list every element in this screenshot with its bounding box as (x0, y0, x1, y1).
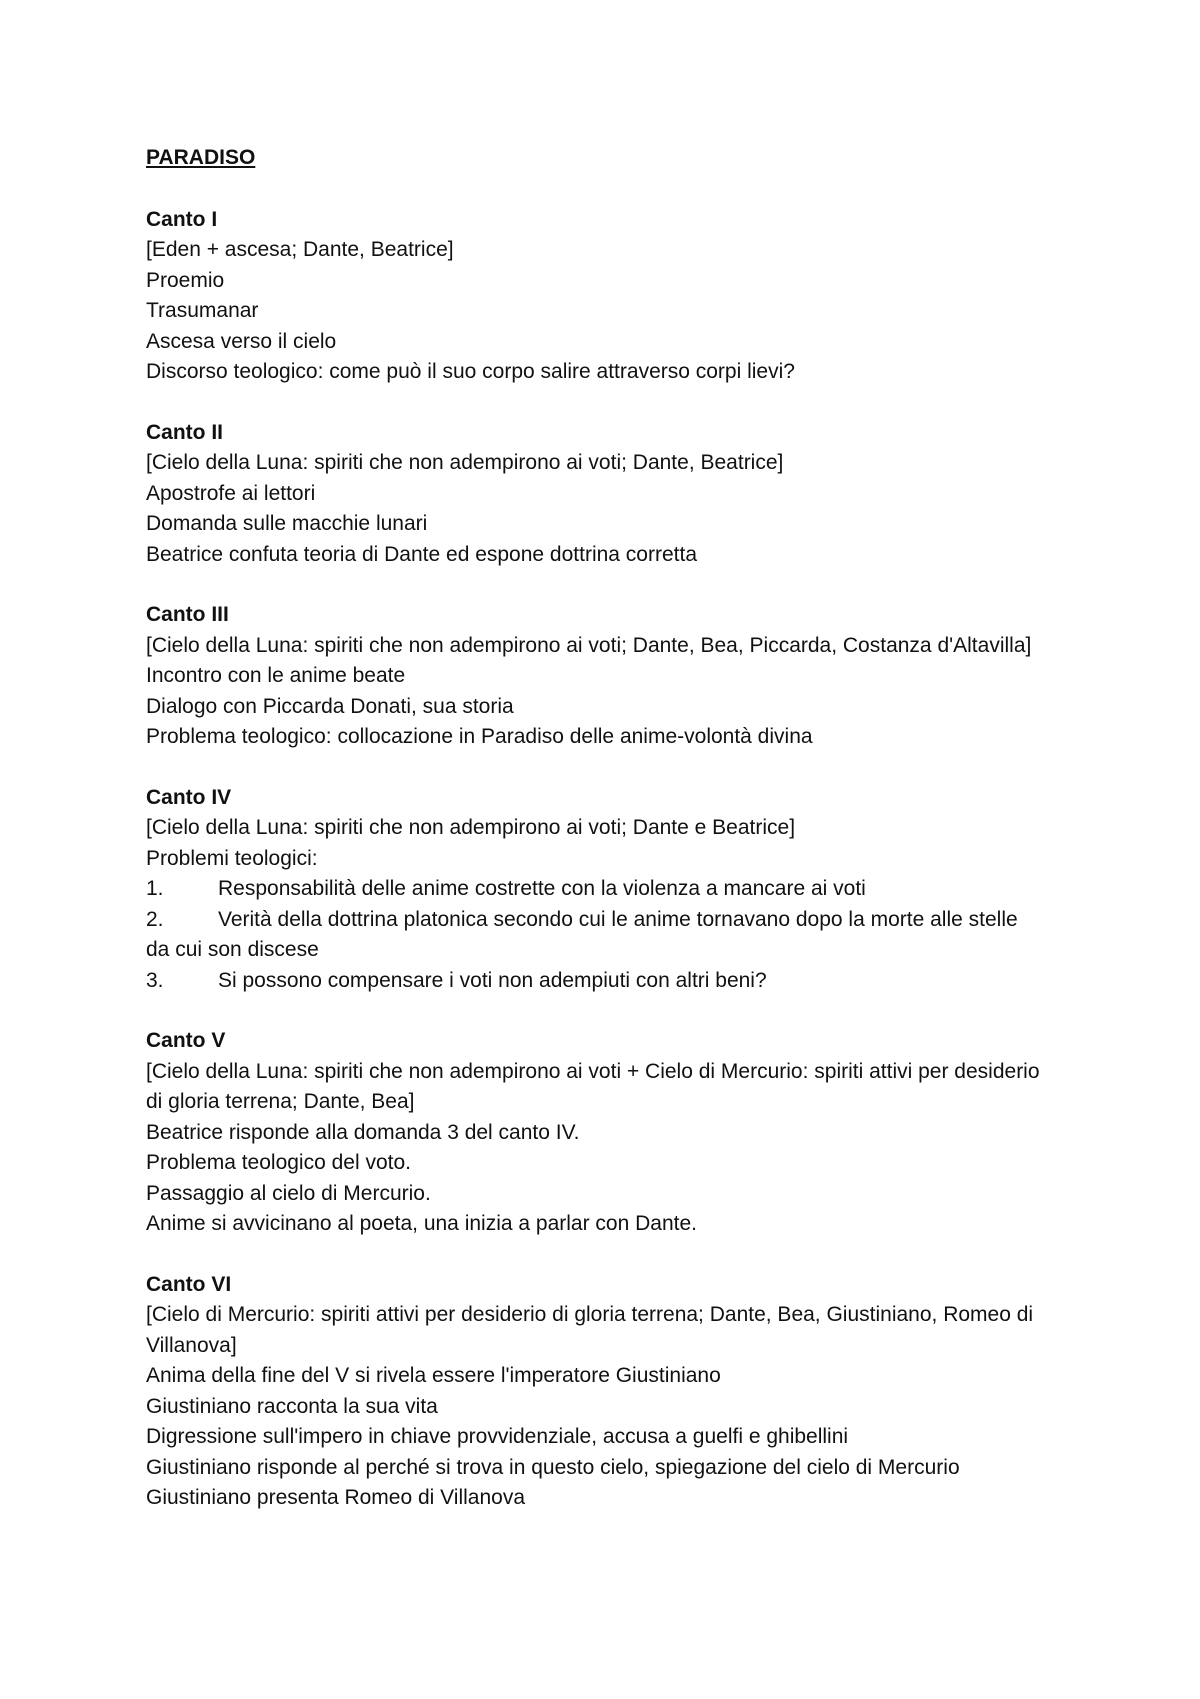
canto-line: Passaggio al cielo di Mercurio. (146, 1181, 431, 1205)
canto-line: Digressione sull'impero in chiave provvidenziale, accusa a guelfi e ghibellini (146, 1425, 849, 1448)
canto-heading: Canto I (146, 207, 218, 231)
canto-heading: Canto III (146, 603, 229, 626)
canto-line: [Cielo della Luna: spiriti che non adempirono ai voti; Dante, Bea, Piccarda, Costanza d'Altavilla] (146, 633, 1032, 657)
canto-line: [Cielo della Luna: spiriti che non adempirono ai voti; Dante e Beatrice] (146, 816, 796, 839)
item-text: Responsabilità delle anime costrette con la violenza a mancare ai voti (218, 877, 866, 900)
canto-line: Discorso teologico: come può il suo corpo salire attraverso corpi lievi? (146, 360, 795, 383)
canto-line: Anime si avvicinano al poeta, una inizia a parlar con Dante. (146, 1212, 697, 1235)
document-title: PARADISO (146, 146, 256, 169)
item-text: Verità della dottrina platonica secondo cui le anime tornavano dopo la morte alle stelle da cui son discese (146, 907, 1018, 961)
canto-line: Beatrice risponde alla domanda 3 del canto IV. (146, 1120, 580, 1144)
canto-line: Problema teologico: collocazione in Paradiso delle anime-volontà divina (146, 725, 813, 748)
document-page (146, 143, 1046, 1544)
item-number: 2. (146, 907, 164, 931)
canto-heading: Canto V (146, 1029, 226, 1052)
canto-heading: Canto II (146, 420, 223, 444)
numbered-item (146, 905, 1046, 966)
canto-heading: Canto IV (146, 785, 232, 809)
numbered-item (146, 966, 1046, 997)
canto-line: Problema teologico del voto. (146, 1151, 411, 1174)
canto-line: Ascesa verso il cielo (146, 329, 337, 353)
canto-line: Giustiniano racconta la sua vita (146, 1394, 438, 1418)
canto-line: [Cielo di Mercurio: spiriti attivi per desiderio di gloria terrena; Dante, Bea, Giustiniano, Romeo di Villanova] (146, 1303, 1034, 1357)
canto-line: Trasumanar (146, 299, 259, 322)
canto-line: Giustiniano presenta Romeo di Villanova (146, 1486, 526, 1509)
canto-section (146, 783, 1046, 997)
canto-line: Apostrofe ai lettori (146, 481, 316, 505)
canto-line: Anima della fine del V si rivela essere l'imperatore Giustiniano (146, 1364, 721, 1387)
canto-section (146, 205, 1046, 388)
canto-heading: Canto VI (146, 1272, 232, 1296)
item-text: Si possono compensare i voti non adempiuti con altri beni? (218, 968, 767, 992)
item-number: 3. (146, 968, 164, 992)
canto-line: [Eden + ascesa; Dante, Beatrice] (146, 238, 454, 261)
canto-line: Dialogo con Piccarda Donati, sua storia (146, 694, 514, 718)
canto-line: Problemi teologici: (146, 846, 318, 870)
canto-line: Beatrice confuta teoria di Dante ed espone dottrina corretta (146, 542, 698, 566)
canto-line: [Cielo della Luna: spiriti che non adempirono ai voti + Cielo di Mercurio: spiriti attivi per desiderio di gloria terrena; Dante, Bea] (146, 1059, 1040, 1113)
canto-line: Incontro con le anime beate (146, 664, 406, 687)
canto-line: Proemio (146, 268, 225, 292)
canto-section (146, 418, 1046, 571)
canto-section (146, 1270, 1046, 1514)
numbered-item (146, 874, 1046, 905)
canto-section (146, 1026, 1046, 1240)
canto-section (146, 600, 1046, 753)
canto-line: [Cielo della Luna: spiriti che non adempirono ai voti; Dante, Beatrice] (146, 451, 784, 474)
canto-line: Giustiniano risponde al perché si trova in questo cielo, spiegazione del cielo di Mercurio (146, 1455, 960, 1479)
canto-line: Domanda sulle macchie lunari (146, 512, 428, 535)
item-number: 1. (146, 877, 164, 900)
